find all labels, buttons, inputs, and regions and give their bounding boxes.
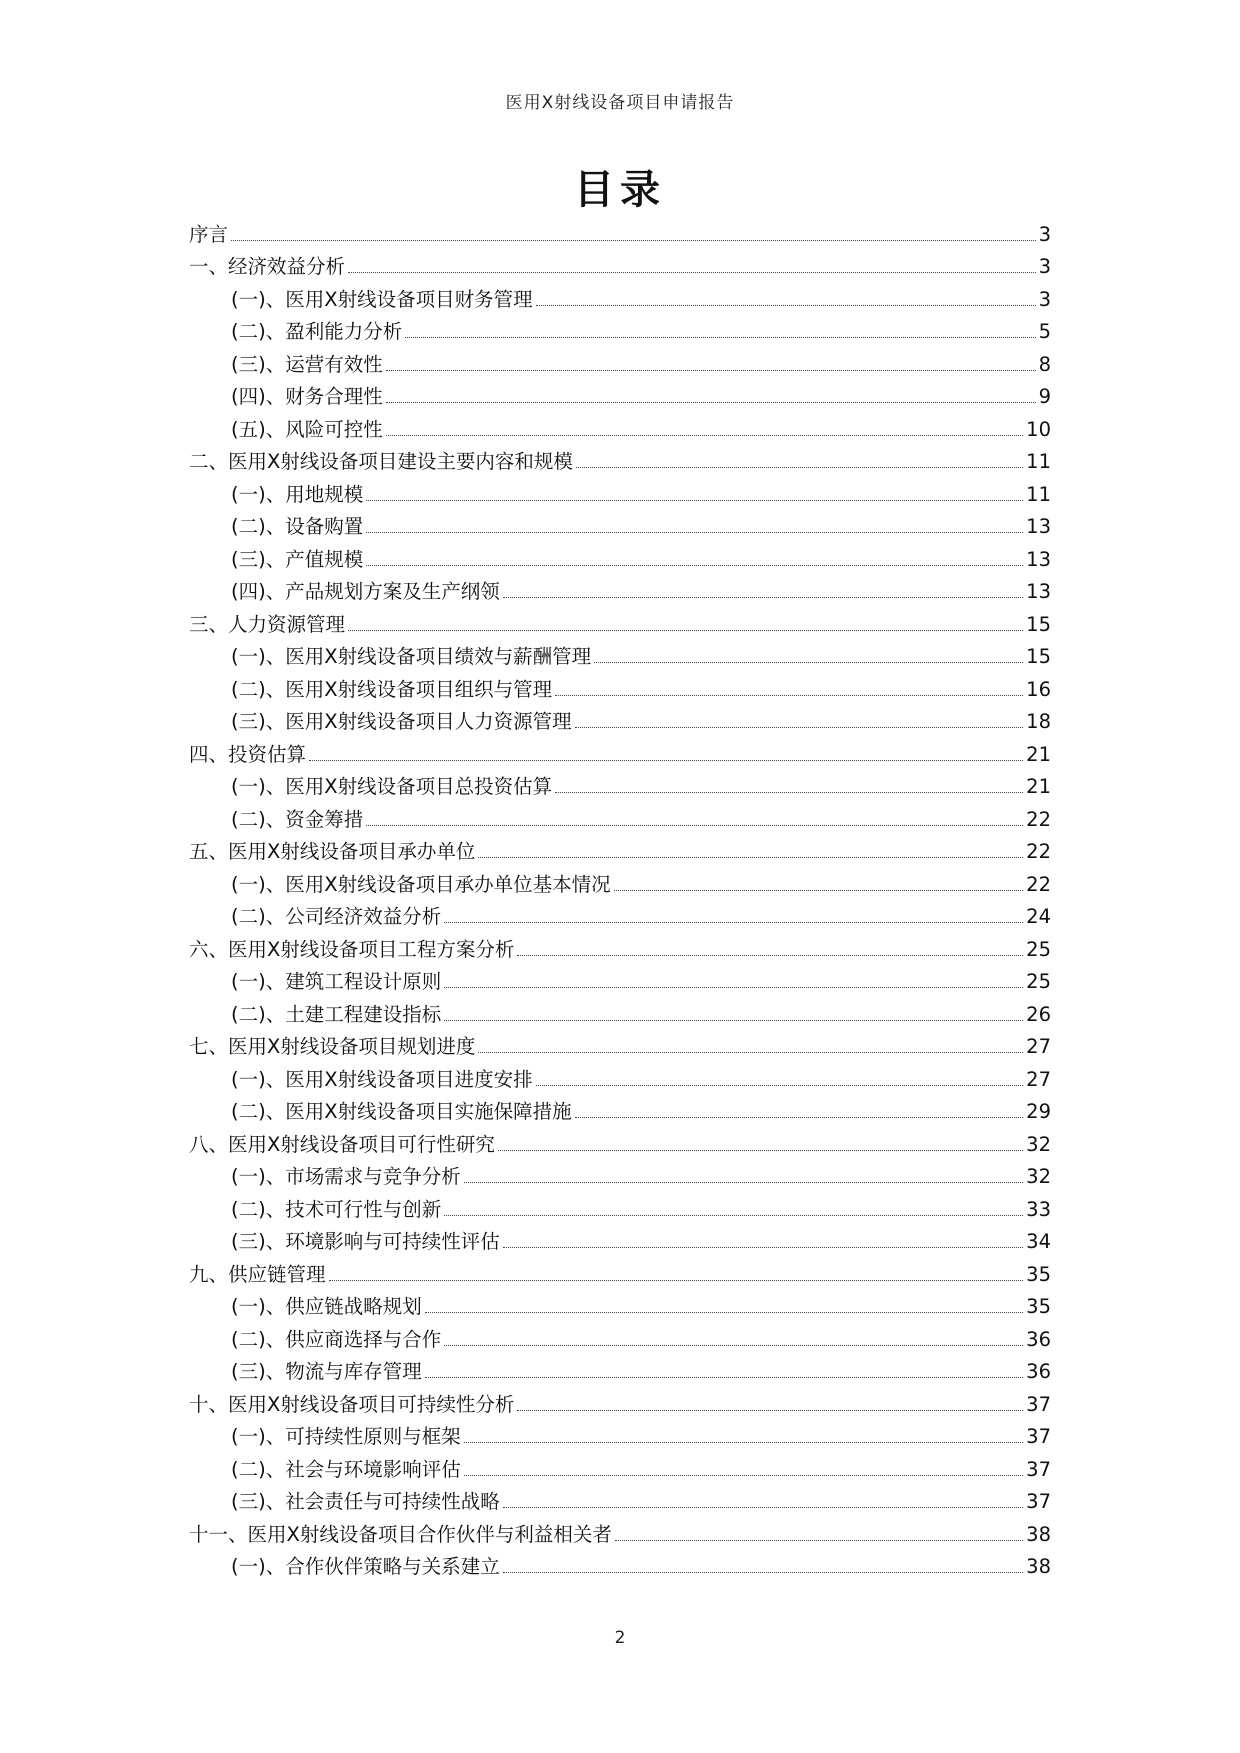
toc-entry-text: 六、医用X射线设备项目工程方案分析 (189, 937, 515, 961)
toc-entry-text: 八、医用X射线设备项目可行性研究 (189, 1132, 495, 1156)
toc-entry-page: 35 (1026, 1295, 1051, 1318)
toc-entry[interactable] (189, 832, 1051, 865)
toc-entry-text: (一)、医用X射线设备项目财务管理 (231, 287, 533, 311)
toc-entry-page: 32 (1026, 1132, 1051, 1156)
toc-entry[interactable] (189, 1027, 1051, 1060)
toc-dot-leader (444, 1215, 1023, 1216)
toc-entry-text: (一)、可持续性原则与框架 (231, 1425, 461, 1448)
toc-entry[interactable] (189, 409, 1051, 442)
toc-dot-leader (498, 1150, 1023, 1151)
toc-entry-page: 22 (1026, 840, 1051, 863)
toc-dot-leader (576, 467, 1023, 468)
toc-dot-leader (503, 597, 1023, 598)
toc-entry[interactable] (189, 1287, 1051, 1320)
toc-entry-page: 29 (1026, 1100, 1051, 1123)
toc-dot-leader (444, 1020, 1023, 1021)
toc-dot-leader (329, 1280, 1024, 1281)
toc-entry[interactable] (189, 669, 1051, 702)
toc-dot-leader (478, 857, 1023, 858)
toc-entry-page: 38 (1026, 1522, 1051, 1546)
toc-entry[interactable] (189, 1254, 1051, 1287)
toc-dot-leader (575, 727, 1024, 728)
toc-entry-page: 25 (1026, 970, 1051, 993)
toc-entry-page: 3 (1038, 255, 1051, 278)
toc-entry[interactable] (189, 1514, 1051, 1547)
toc-entry[interactable] (189, 1352, 1051, 1385)
toc-dot-leader (503, 1572, 1023, 1573)
toc-dot-leader (517, 1410, 1023, 1411)
toc-entry-page: 21 (1026, 742, 1051, 766)
toc-entry[interactable] (189, 539, 1051, 572)
toc-entry[interactable] (189, 1449, 1051, 1482)
toc-entry-text: (四)、产品规划方案及生产纲领 (231, 580, 500, 603)
toc-dot-leader (536, 305, 1036, 306)
toc-entry-text: (一)、医用X射线设备项目绩效与薪酬管理 (231, 645, 592, 668)
toc-entry[interactable] (189, 767, 1051, 800)
toc-entry[interactable] (189, 344, 1051, 377)
toc-entry-text: (四)、财务合理性 (231, 385, 383, 408)
toc-entry-page: 37 (1026, 1425, 1051, 1448)
toc-entry-text: (二)、设备购置 (231, 515, 364, 538)
toc-dot-leader (386, 402, 1036, 403)
toc-dot-leader (425, 1312, 1023, 1313)
toc-entry-text: (一)、用地规模 (231, 482, 364, 506)
toc-entry-text: 七、医用X射线设备项目规划进度 (189, 1035, 476, 1058)
toc-entry-page: 10 (1026, 417, 1051, 441)
toc-entry-text: (三)、产值规模 (231, 547, 364, 571)
toc-dot-leader (536, 1085, 1024, 1086)
toc-entry-text: (二)、土建工程建设指标 (231, 1002, 442, 1026)
toc-entry-text: 二、医用X射线设备项目建设主要内容和规模 (189, 450, 573, 473)
toc-entry[interactable] (189, 734, 1051, 767)
toc-entry[interactable] (189, 962, 1051, 995)
toc-entry-page: 38 (1026, 1555, 1051, 1578)
toc-entry[interactable] (189, 312, 1051, 345)
toc-dot-leader (444, 987, 1023, 988)
toc-dot-leader (425, 1377, 1023, 1378)
toc-entry[interactable] (189, 1092, 1051, 1125)
toc-entry-text: (二)、医用X射线设备项目实施保障措施 (231, 1100, 572, 1123)
toc-entry-text: (三)、物流与库存管理 (231, 1360, 422, 1383)
toc-entry-text: (三)、环境影响与可持续性评估 (231, 1230, 500, 1253)
toc-entry[interactable] (189, 214, 1051, 247)
toc-dot-leader (555, 695, 1023, 696)
toc-entry-page: 36 (1026, 1360, 1051, 1383)
toc-entry-text: (二)、医用X射线设备项目组织与管理 (231, 677, 553, 701)
toc-entry[interactable] (189, 1222, 1051, 1255)
toc-entry-page: 5 (1038, 320, 1051, 343)
toc-dot-leader (348, 272, 1036, 273)
toc-entry-page: 35 (1026, 1262, 1051, 1286)
toc-entry-text: (一)、建筑工程设计原则 (231, 970, 442, 993)
toc-dot-leader (555, 792, 1023, 793)
toc-entry[interactable] (189, 1189, 1051, 1222)
toc-dot-leader (614, 890, 1024, 891)
toc-entry-page: 27 (1026, 1035, 1051, 1058)
toc-entry-text: (二)、社会与环境影响评估 (231, 1457, 461, 1481)
toc-entry-text: (三)、运营有效性 (231, 352, 383, 376)
toc-dot-leader (309, 760, 1023, 761)
toc-entry[interactable] (189, 994, 1051, 1027)
toc-entry-text: (一)、供应链战略规划 (231, 1295, 422, 1318)
toc-entry-page: 37 (1026, 1457, 1051, 1481)
toc-entry[interactable] (189, 897, 1051, 930)
toc-entry-text: (二)、供应商选择与合作 (231, 1327, 442, 1351)
toc-entry-text: 五、医用X射线设备项目承办单位 (189, 840, 476, 863)
toc-entry-page: 26 (1026, 1002, 1051, 1026)
toc-dot-leader (464, 1442, 1023, 1443)
toc-dot-leader (231, 240, 1036, 241)
toc-entry-page: 8 (1038, 352, 1051, 376)
toc-entry-text: (二)、公司经济效益分析 (231, 905, 442, 928)
toc-entry-page: 22 (1026, 872, 1051, 896)
toc-entry-page: 18 (1026, 710, 1051, 733)
toc-dot-leader (444, 922, 1023, 923)
toc-entry-text: 十、医用X射线设备项目可持续性分析 (189, 1392, 515, 1416)
toc-dot-leader (386, 370, 1036, 371)
toc-dot-leader (386, 435, 1023, 436)
toc-entry-page: 3 (1038, 287, 1051, 311)
toc-entry[interactable] (189, 799, 1051, 832)
toc-title: 目录 (574, 166, 666, 213)
toc-entry-text: (二)、资金筹措 (231, 807, 364, 831)
toc-entry-text: (三)、医用X射线设备项目人力资源管理 (231, 710, 572, 733)
toc-entry-page: 11 (1026, 482, 1051, 506)
toc-entry-page: 16 (1026, 677, 1051, 701)
toc-entry-page: 34 (1026, 1230, 1051, 1253)
toc-entry[interactable] (189, 507, 1051, 540)
toc-entry-text: 一、经济效益分析 (189, 255, 346, 278)
toc-entry[interactable] (189, 377, 1051, 410)
toc-entry[interactable] (189, 1547, 1051, 1580)
toc-entry-page: 9 (1038, 385, 1051, 408)
toc-dot-leader (464, 1475, 1023, 1476)
toc-entry-text: 三、人力资源管理 (189, 612, 346, 636)
toc-entry-text: (一)、合作伙伴策略与关系建立 (231, 1555, 500, 1578)
toc-dot-leader (444, 1345, 1023, 1346)
toc-entry-text: (一)、医用X射线设备项目承办单位基本情况 (231, 872, 611, 896)
toc-dot-leader (348, 630, 1023, 631)
toc-entry-page: 11 (1026, 450, 1051, 473)
toc-dot-leader (464, 1182, 1023, 1183)
toc-dot-leader (517, 955, 1023, 956)
toc-entry-page: 24 (1026, 905, 1051, 928)
toc-entry-text: (二)、技术可行性与创新 (231, 1197, 442, 1221)
toc-entry-page: 32 (1026, 1165, 1051, 1188)
toc-entry[interactable] (189, 474, 1051, 507)
toc-entry-page: 13 (1026, 580, 1051, 603)
toc-entry[interactable] (189, 929, 1051, 962)
toc-entry[interactable] (189, 442, 1051, 475)
toc-dot-leader (366, 565, 1023, 566)
toc-entry[interactable] (189, 1482, 1051, 1515)
toc-entry-text: 四、投资估算 (189, 742, 307, 766)
toc-dot-leader (615, 1540, 1023, 1541)
toc-entry-page: 36 (1026, 1327, 1051, 1351)
toc-entry-page: 37 (1026, 1490, 1051, 1513)
toc-entry-page: 13 (1026, 547, 1051, 571)
toc-entry-page: 3 (1038, 222, 1051, 246)
toc-entry-page: 22 (1026, 807, 1051, 831)
toc-entry-text: (一)、医用X射线设备项目进度安排 (231, 1067, 533, 1091)
toc-entry[interactable] (189, 1417, 1051, 1450)
toc-entry[interactable] (189, 637, 1051, 670)
toc-dot-leader (478, 1052, 1023, 1053)
toc-entry-text: 十一、医用X射线设备项目合作伙伴与利益相关者 (189, 1522, 612, 1546)
toc-dot-leader (366, 825, 1023, 826)
toc-entry[interactable] (189, 604, 1051, 637)
toc-dot-leader (503, 1507, 1023, 1508)
page-number: 2 (614, 1628, 626, 1648)
toc-entry[interactable] (189, 1059, 1051, 1092)
toc-entry[interactable] (189, 572, 1051, 605)
toc-entry-text: (一)、市场需求与竞争分析 (231, 1165, 461, 1188)
toc-entry-page: 15 (1026, 612, 1051, 636)
toc-entry[interactable] (189, 1384, 1051, 1417)
toc-entry-text: (三)、社会责任与可持续性战略 (231, 1490, 500, 1513)
toc-entry[interactable] (189, 1319, 1051, 1352)
toc-dot-leader (366, 532, 1023, 533)
toc-entry[interactable] (189, 864, 1051, 897)
toc-entry-text: (五)、风险可控性 (231, 417, 383, 441)
toc-dot-leader (575, 1117, 1024, 1118)
toc-entry-page: 37 (1026, 1392, 1051, 1416)
toc-entry-page: 15 (1026, 645, 1051, 668)
toc-entry[interactable] (189, 702, 1051, 735)
toc-entry-page: 25 (1026, 937, 1051, 961)
toc-entry-text: (二)、盈利能力分析 (231, 320, 403, 343)
toc-dot-leader (366, 500, 1023, 501)
toc-entry-text: 序言 (189, 222, 229, 246)
table-of-contents (189, 214, 1051, 1579)
toc-entry[interactable] (189, 247, 1051, 280)
toc-entry-page: 27 (1026, 1067, 1051, 1091)
toc-entry-page: 33 (1026, 1197, 1051, 1221)
toc-entry[interactable] (189, 1124, 1051, 1157)
running-header: 医用X射线设备项目申请报告 (505, 93, 735, 113)
toc-entry-page: 21 (1026, 775, 1051, 798)
toc-dot-leader (594, 662, 1023, 663)
toc-entry-text: 九、供应链管理 (189, 1262, 326, 1286)
toc-entry[interactable] (189, 279, 1051, 312)
toc-entry-page: 13 (1026, 515, 1051, 538)
toc-entry[interactable] (189, 1157, 1051, 1190)
toc-entry-text: (一)、医用X射线设备项目总投资估算 (231, 775, 553, 798)
toc-dot-leader (405, 337, 1035, 338)
toc-dot-leader (503, 1247, 1023, 1248)
